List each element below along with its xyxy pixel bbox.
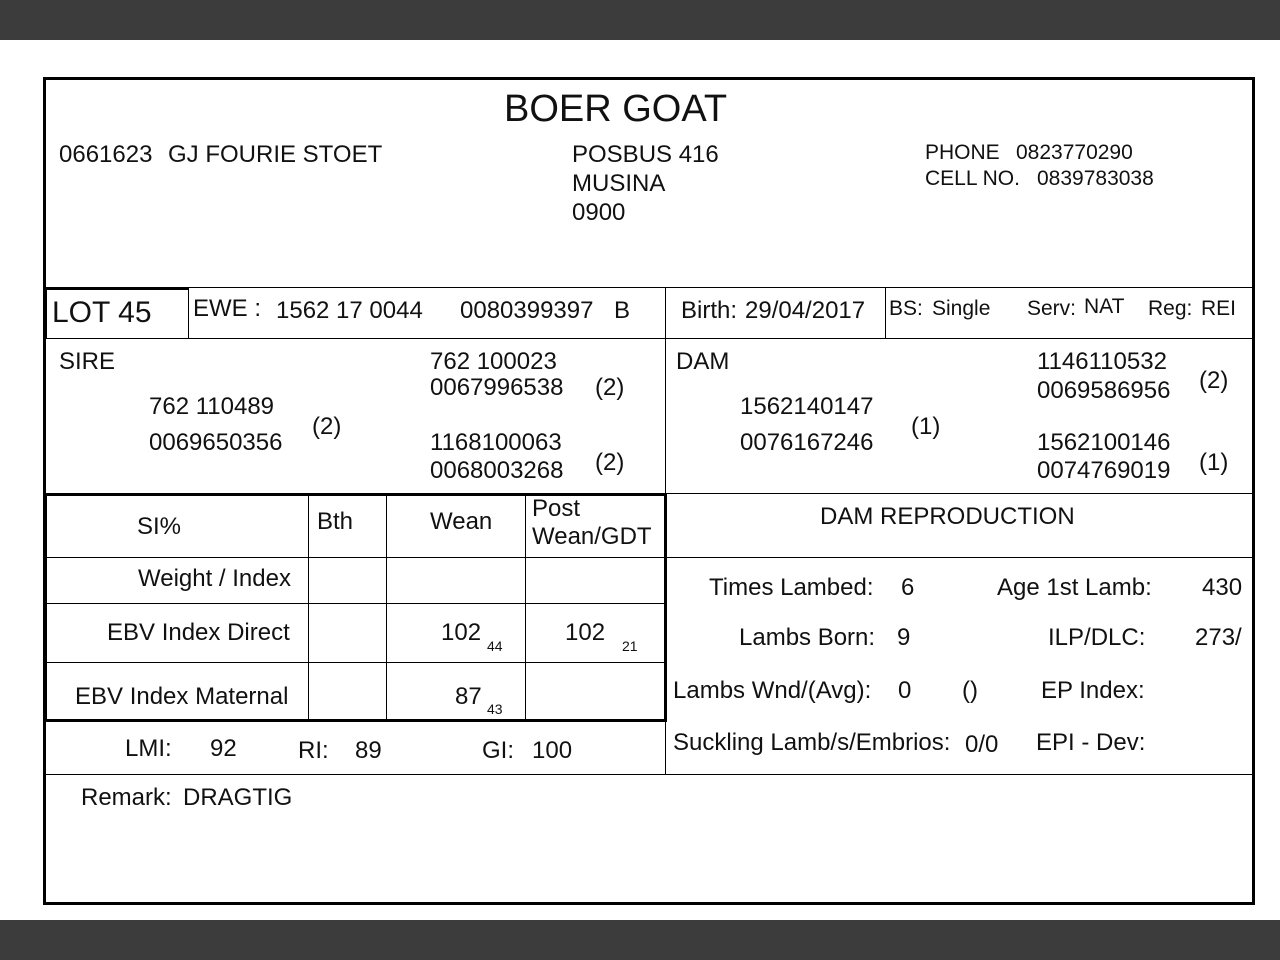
address-line-3: 0900 xyxy=(572,199,626,226)
lambs-weaned-average: () xyxy=(962,677,978,704)
cell-number: 0839783038 xyxy=(1037,167,1154,190)
bottom-bar xyxy=(0,920,1280,960)
sire-number: 0069650356 xyxy=(149,429,283,456)
bth-header: Bth xyxy=(317,508,354,535)
rule xyxy=(525,496,526,720)
rule xyxy=(46,557,665,558)
ebv-direct-wean: 102 xyxy=(441,619,482,646)
dam-dam-count: (1) xyxy=(1199,449,1229,476)
rule xyxy=(46,603,665,604)
sire-dam-id: 1168100063 xyxy=(430,429,562,456)
sire-sire-number: 0067996538 xyxy=(430,374,564,401)
reg-label: Reg: xyxy=(1148,297,1193,320)
ebv-direct-post-accuracy: 21 xyxy=(622,638,638,654)
dam-dam-id: 1562100146 xyxy=(1037,429,1171,456)
ewe-grade: B xyxy=(614,297,631,324)
rule xyxy=(46,774,1252,775)
lambs-weaned-value: 0 xyxy=(898,677,912,704)
times-lambed-value: 6 xyxy=(901,574,915,601)
breeder-name: GJ FOURIE STOET xyxy=(168,141,383,168)
dam-sire-id: 1146110532 xyxy=(1037,348,1167,375)
rule xyxy=(885,287,886,339)
rule xyxy=(665,287,666,339)
ewe-number: 0080399397 xyxy=(460,297,594,324)
ilp-dlc-label: ILP/DLC: xyxy=(1048,624,1146,651)
birth-date: 29/04/2017 xyxy=(745,297,866,324)
age-first-lamb-value: 430 xyxy=(1202,574,1243,601)
card-title: BOER GOAT xyxy=(504,88,728,130)
bs-value: Single xyxy=(932,297,991,320)
rule xyxy=(46,287,1252,288)
dam-sire-count: (2) xyxy=(1199,367,1229,394)
lmi-label: LMI: xyxy=(125,735,172,762)
dam-count: (1) xyxy=(911,413,941,440)
dam-sire-number: 0069586956 xyxy=(1037,377,1171,404)
suckling-value: 0/0 xyxy=(965,731,999,758)
breeder-code: 0661623 xyxy=(59,141,153,168)
lambs-weaned-label: Lambs Wnd/(Avg): xyxy=(673,677,872,704)
bs-label: BS: xyxy=(889,297,923,320)
gi-value: 100 xyxy=(532,737,573,764)
epi-dev-label: EPI - Dev: xyxy=(1036,729,1146,756)
sire-label: SIRE xyxy=(59,348,116,375)
dam-dam-number: 0074769019 xyxy=(1037,457,1171,484)
wean-header: Wean xyxy=(430,508,493,535)
ewe-label: EWE : xyxy=(193,295,262,322)
sire-dam-count: (2) xyxy=(595,449,625,476)
address-line-2: MUSINA xyxy=(572,170,666,197)
sire-sire-count: (2) xyxy=(595,374,625,401)
remark-label: Remark: xyxy=(81,784,172,811)
sire-id: 762 110489 xyxy=(149,393,275,420)
sire-count: (2) xyxy=(312,413,342,440)
suckling-label: Suckling Lamb/s/Embrios: xyxy=(673,729,951,756)
lambs-born-label: Lambs Born: xyxy=(739,624,876,651)
times-lambed-label: Times Lambed: xyxy=(709,574,874,601)
top-bar xyxy=(0,0,1280,40)
ri-value: 89 xyxy=(355,737,382,764)
si-header: SI% xyxy=(137,513,182,540)
ri-label: RI: xyxy=(298,737,329,764)
lambs-born-value: 9 xyxy=(897,624,911,651)
rule xyxy=(308,496,309,720)
phone-label: PHONE xyxy=(925,141,1000,164)
serv-label: Serv: xyxy=(1027,297,1077,320)
gi-label: GI: xyxy=(482,737,515,764)
reg-value: REI xyxy=(1201,297,1237,320)
ebv-maternal-wean-accuracy: 43 xyxy=(487,701,503,717)
ebv-maternal-label: EBV Index Maternal xyxy=(75,683,289,710)
ebv-maternal-wean: 87 xyxy=(455,683,482,710)
age-first-lamb-label: Age 1st Lamb: xyxy=(997,574,1152,601)
address-line-1: POSBUS 416 xyxy=(572,141,719,168)
dam-id: 1562140147 xyxy=(740,393,874,420)
rule xyxy=(46,662,665,663)
remark-value: DRAGTIG xyxy=(183,784,293,811)
ebv-direct-post: 102 xyxy=(565,619,606,646)
post-wean-header: Wean/GDT xyxy=(532,523,652,550)
sire-sire-id: 762 100023 xyxy=(430,348,557,375)
ebv-direct-wean-accuracy: 44 xyxy=(487,638,503,654)
lmi-value: 92 xyxy=(210,735,237,762)
rule xyxy=(386,496,387,720)
dam-number: 0076167246 xyxy=(740,429,874,456)
serv-value: NAT xyxy=(1084,295,1125,318)
dam-label: DAM xyxy=(676,348,730,375)
post-header: Post xyxy=(532,495,581,522)
weight-index-label: Weight / Index xyxy=(138,565,291,592)
dam-reproduction-title: DAM REPRODUCTION xyxy=(820,503,1075,530)
ilp-dlc-value: 273/ xyxy=(1195,624,1242,651)
ebv-direct-label: EBV Index Direct xyxy=(107,619,290,646)
ewe-id: 1562 17 0044 xyxy=(276,297,423,324)
rule xyxy=(46,338,1252,339)
birth-label: Birth: xyxy=(681,297,738,324)
ep-index-label: EP Index: xyxy=(1041,677,1145,704)
rule xyxy=(665,557,1252,558)
lot-number: LOT 45 xyxy=(52,296,152,329)
rule xyxy=(665,493,1252,494)
phone-number: 0823770290 xyxy=(1016,141,1133,164)
sire-dam-number: 0068003268 xyxy=(430,457,564,484)
cell-label: CELL NO. xyxy=(925,167,1020,190)
card-border xyxy=(43,77,1255,905)
